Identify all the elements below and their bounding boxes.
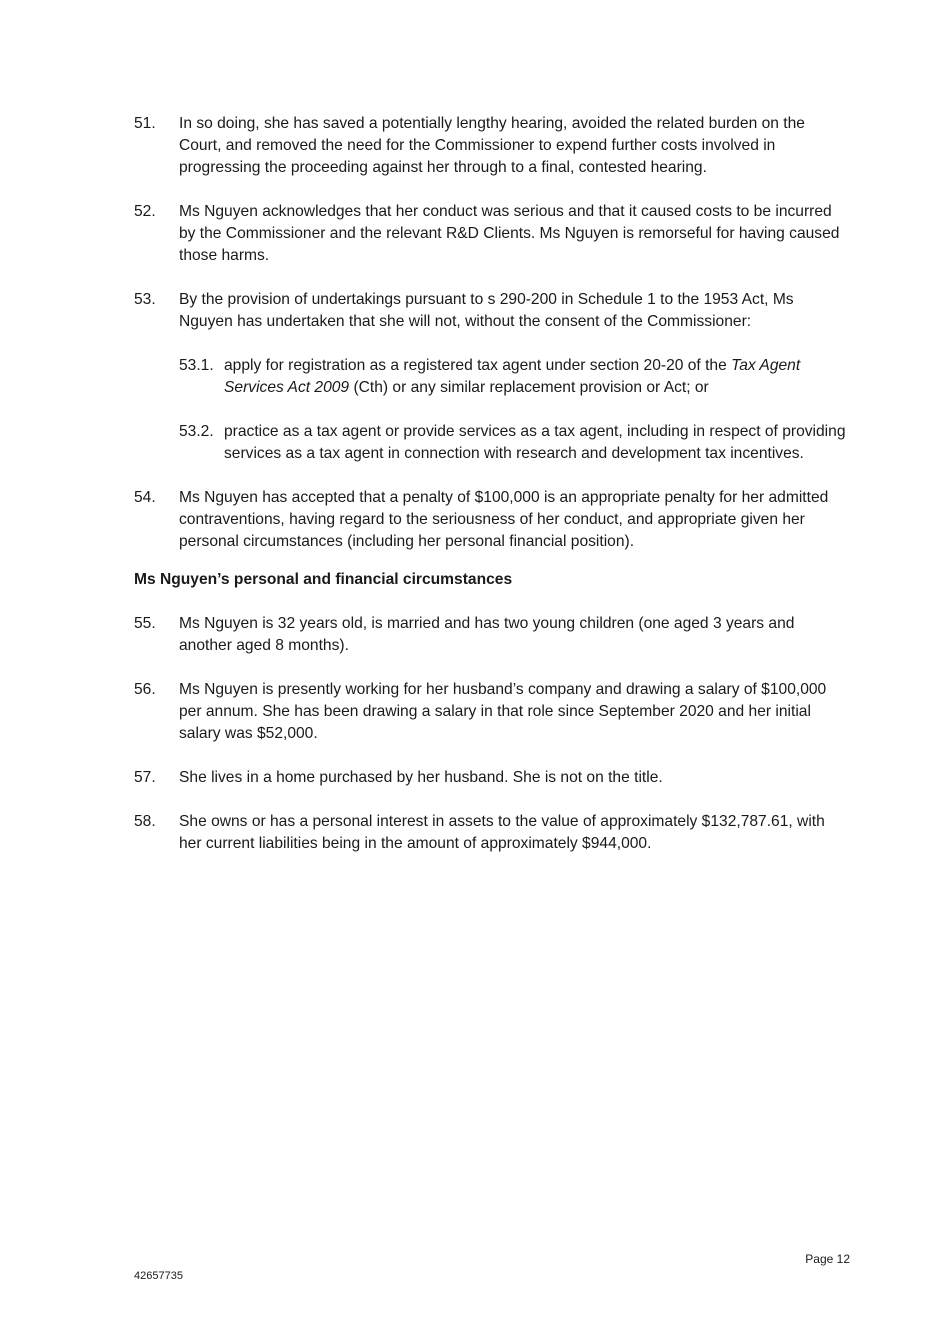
- paragraph-number: 57.: [134, 769, 156, 786]
- paragraph-number: 53.: [134, 291, 156, 308]
- document-id: 42657735: [134, 1270, 183, 1282]
- paragraph-text: She owns or has a personal interest in assets to the value of approximately $132,787.61, with her current liabilities being in the amount of approximately $944,000.: [179, 813, 825, 852]
- paragraph-text: Ms Nguyen acknowledges that her conduct was serious and that it caused costs to be incurred by the Commissioner and the relevant R&D Clients. Ms Nguyen is remorseful for having caused those harms.: [179, 203, 840, 264]
- subparagraph-text: [224, 355, 850, 399]
- paragraph-text: In so doing, she has saved a potentially lengthy hearing, avoided the related burden on the Court, and removed the need for the Commissioner to expend further costs involved in progressing the proceeding against her through to a final, contested hearing.: [179, 115, 805, 176]
- paragraph-54: [134, 487, 850, 553]
- paragraph-52: [134, 201, 850, 267]
- paragraph-57: [134, 767, 850, 789]
- paragraph-number: 52.: [134, 203, 156, 220]
- subparagraph-text: practice as a tax agent or provide services as a tax agent, including in respect of providing services as a tax agent in connection with research and development tax incentives.: [224, 423, 846, 462]
- act-title: Tax Agent Services Act 2009: [224, 357, 801, 396]
- paragraph-number: 54.: [134, 489, 156, 506]
- subparagraph-text-end: (Cth) or any similar replacement provision or Act; or: [349, 379, 709, 396]
- paragraph-text: Ms Nguyen is presently working for her husband’s company and drawing a salary of $100,000 per annum. She has been drawing a salary in that role since September 2020 and her initial salary was $52,000.: [179, 681, 827, 742]
- subparagraph-text-start: apply for registration as a registered tax agent under section 20-20 of the: [224, 357, 732, 374]
- paragraph-53: [134, 289, 850, 333]
- paragraph-56: [134, 679, 850, 745]
- paragraph-text: She lives in a home purchased by her husband. She is not on the title.: [179, 769, 663, 786]
- subparagraph-53-1: [179, 355, 850, 399]
- subparagraph-number: 53.1.: [179, 357, 214, 374]
- paragraph-58: [134, 811, 850, 855]
- paragraph-text: By the provision of undertakings pursuant to s 290-200 in Schedule 1 to the 1953 Act, Ms Nguyen has undertaken that she will not, without the consent of the Commissioner:: [179, 291, 794, 330]
- section-heading: Ms Nguyen’s personal and financial circumstances: [134, 571, 513, 588]
- paragraph-text: Ms Nguyen is 32 years old, is married and has two young children (one aged 3 years and another aged 8 months).: [179, 615, 795, 654]
- paragraph-number: 51.: [134, 115, 156, 132]
- paragraph-55: [134, 613, 850, 657]
- paragraph-text: Ms Nguyen has accepted that a penalty of $100,000 is an appropriate penalty for her admitted contraventions, having regard to the seriousness of her conduct, and appropriate given her personal circumstances (including her personal financial position).: [179, 489, 829, 550]
- page-number: Page 12: [805, 1252, 850, 1266]
- subparagraph-53-2: [179, 421, 850, 465]
- subparagraph-number: 53.2.: [179, 423, 214, 440]
- page-content: [134, 113, 850, 877]
- paragraph-number: 56.: [134, 681, 156, 698]
- paragraph-number: 58.: [134, 813, 156, 830]
- paragraph-51: [134, 113, 850, 179]
- paragraph-number: 55.: [134, 615, 156, 632]
